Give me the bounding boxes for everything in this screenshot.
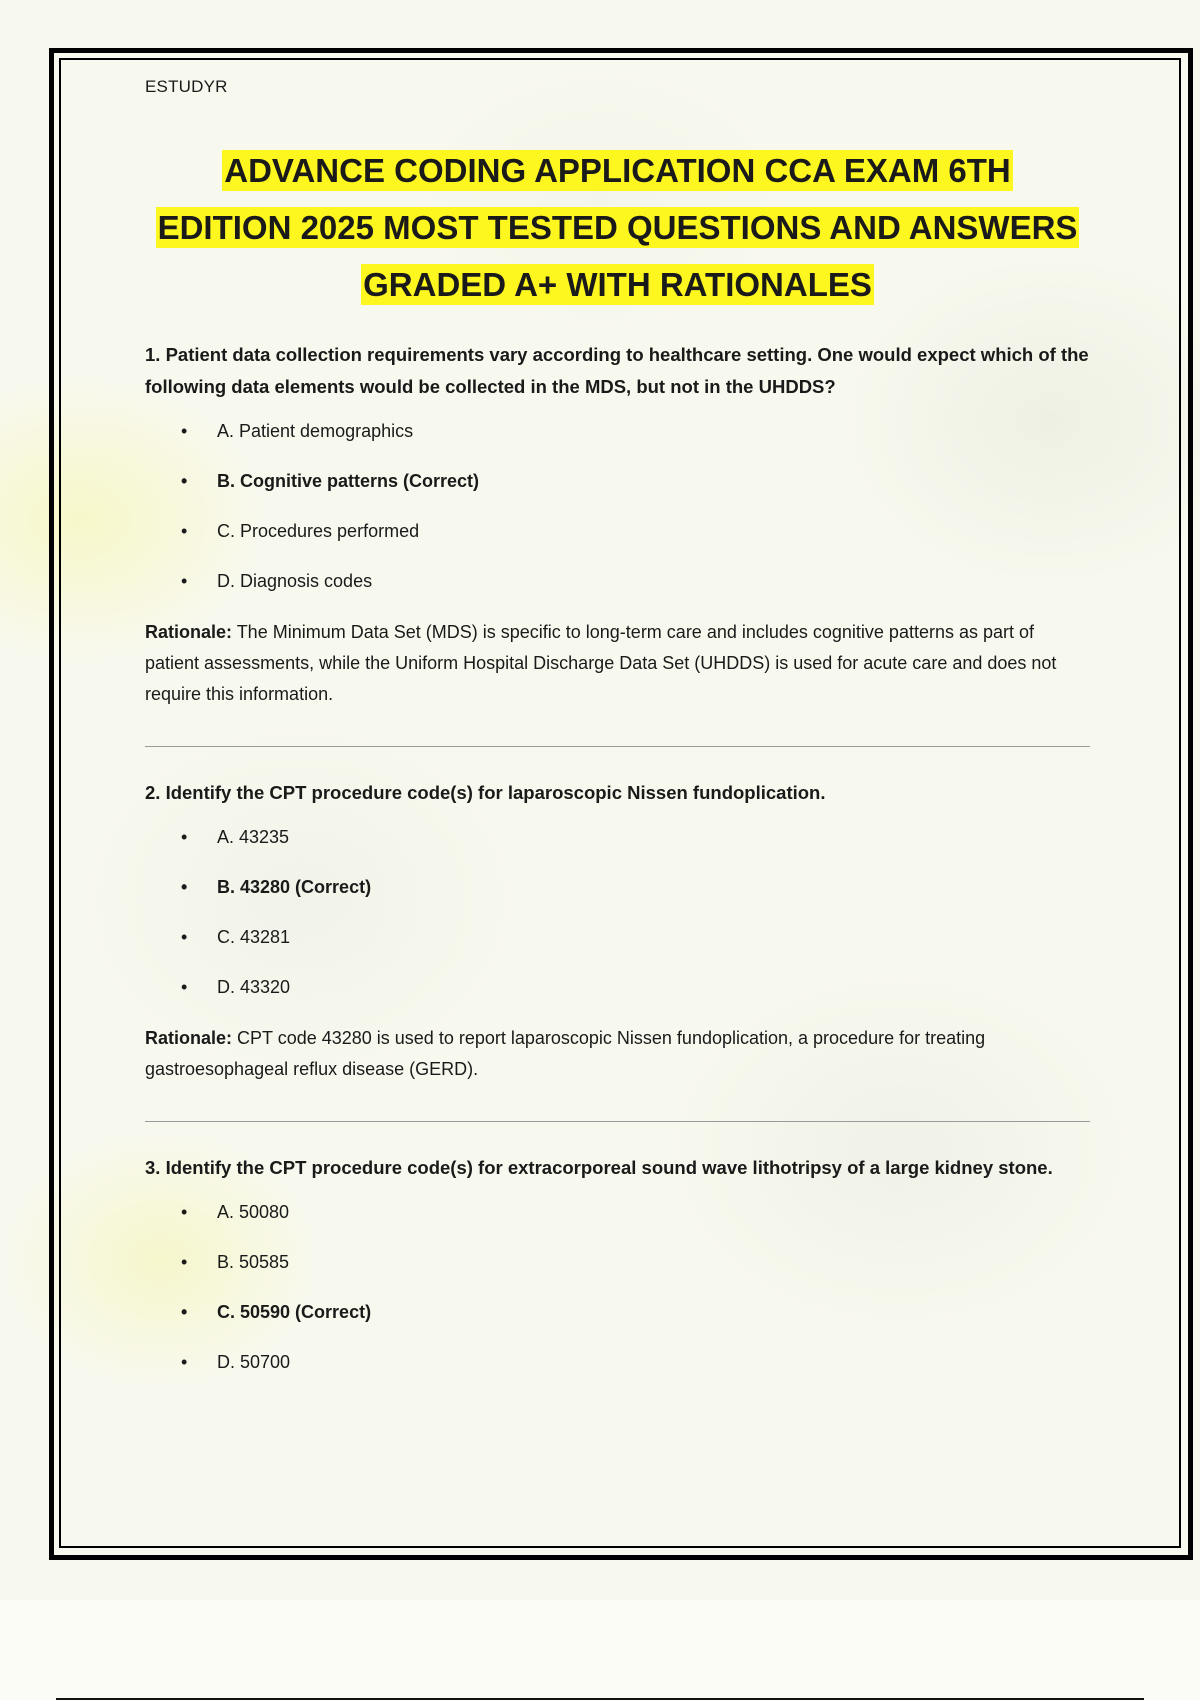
- option-item: • A. Patient demographics: [181, 421, 414, 441]
- document-title: [145, 142, 1090, 313]
- option-item-correct: • C. 50590 (Correct): [181, 1302, 372, 1322]
- option-item: • A. 50080: [181, 1202, 290, 1222]
- option-item: • B. 50585: [181, 1252, 290, 1272]
- bullet-icon: •: [181, 1352, 188, 1372]
- bullet-icon: •: [181, 571, 188, 591]
- question-2: [145, 777, 1090, 1085]
- rationale-label: Rationale:: [145, 1028, 233, 1048]
- title-line-3: GRADED A+ WITH RATIONALES: [363, 266, 872, 303]
- bullet-icon: •: [181, 1252, 188, 1272]
- rationale-text: CPT code 43280 is used to report laparoscopic Nissen fundoplication, a procedure for treating gastroesophageal reflux disease (GERD).: [145, 1028, 986, 1079]
- bullet-icon: •: [181, 421, 188, 441]
- option-item: • A. 43235: [181, 827, 290, 847]
- bullet-icon: •: [181, 977, 188, 997]
- rationale: [145, 617, 1090, 710]
- next-page-sheet: [0, 1600, 1200, 1700]
- title-line-1: ADVANCE CODING APPLICATION CCA EXAM 6TH: [224, 152, 1011, 189]
- rationale: [145, 1023, 1090, 1085]
- bullet-icon: •: [181, 521, 188, 541]
- option-item: • C. 43281: [181, 927, 291, 947]
- question-1: [145, 339, 1090, 710]
- option-list: [145, 419, 1090, 593]
- rationale-text: The Minimum Data Set (MDS) is specific to long-term care and includes cognitive patterns as part of patient assessments, while the Uniform Hospital Discharge Data Set (UHDDS) is used for acute care and does not require this information.: [145, 622, 1057, 704]
- option-item: • D. 50700: [181, 1352, 291, 1372]
- bullet-icon: •: [181, 877, 188, 897]
- brand-label: ESTUDYR: [145, 77, 228, 96]
- option-item: • C. Procedures performed: [181, 521, 420, 541]
- option-list: [145, 1200, 1090, 1374]
- bullet-icon: •: [181, 827, 188, 847]
- section-divider: [145, 1121, 1090, 1122]
- question-prompt: 1. Patient data collection requirements vary according to healthcare setting. One would expect which of the following data elements would be collected in the MDS, but not in the UHDDS?: [145, 344, 1089, 397]
- section-divider: [145, 746, 1090, 747]
- option-item-correct: • B. 43280 (Correct): [181, 877, 372, 897]
- option-item: • D. 43320: [181, 977, 291, 997]
- bullet-icon: •: [181, 1202, 188, 1222]
- option-item-correct: • B. Cognitive patterns (Correct): [181, 471, 480, 491]
- option-list: [145, 825, 1090, 999]
- bullet-icon: •: [181, 471, 188, 491]
- title-line-2: EDITION 2025 MOST TESTED QUESTIONS AND ANSWERS: [157, 209, 1078, 246]
- rationale-label: Rationale:: [145, 622, 233, 642]
- option-item: • D. Diagnosis codes: [181, 571, 373, 591]
- question-prompt: 2. Identify the CPT procedure code(s) for laparoscopic Nissen fundoplication.: [145, 782, 826, 803]
- bullet-icon: •: [181, 1302, 188, 1322]
- question-prompt: 3. Identify the CPT procedure code(s) for extracorporeal sound wave lithotripsy of a large kidney stone.: [145, 1157, 1053, 1178]
- question-3: [145, 1152, 1090, 1374]
- bullet-icon: •: [181, 927, 188, 947]
- document-content: [145, 72, 1090, 1374]
